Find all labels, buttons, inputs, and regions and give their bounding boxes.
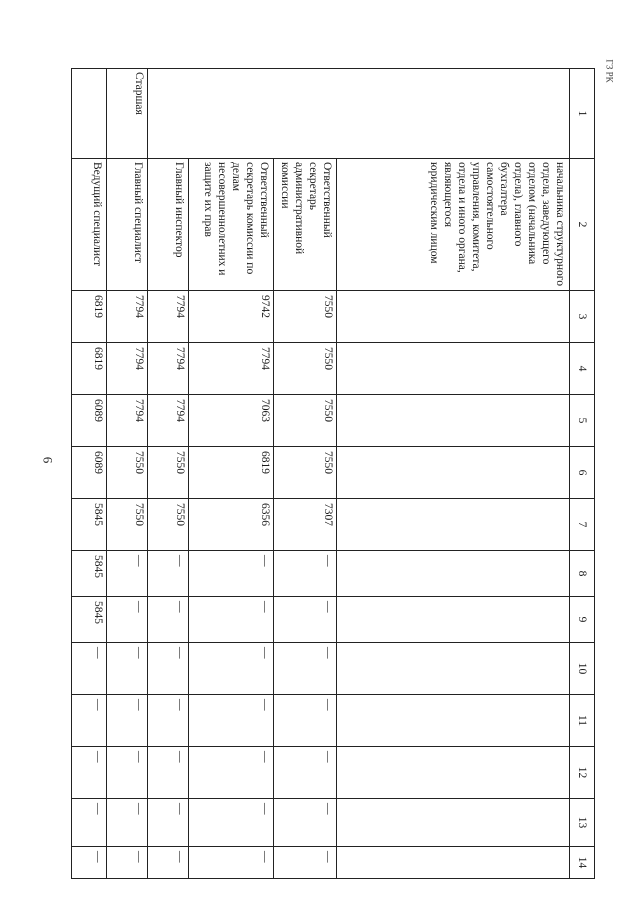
table-row: [148, 69, 189, 879]
value-cell: —: [274, 847, 337, 879]
column-header-11: 11: [570, 695, 595, 747]
value-cell: —: [274, 747, 337, 799]
value-cell: 6819: [72, 291, 107, 343]
group-cell: [189, 69, 274, 159]
value-cell: —: [107, 643, 148, 695]
column-header-8: 8: [570, 551, 595, 597]
column-header-12: 12: [570, 747, 595, 799]
value-cell: —: [148, 747, 189, 799]
value-cell: 7550: [107, 499, 148, 551]
value-cell: 6819: [189, 447, 274, 499]
group-cell: [274, 69, 337, 159]
value-cell: —: [274, 695, 337, 747]
position-cell: Ответственный секретарь комиссии по делам несовершеннолетних и защите их прав: [189, 159, 274, 291]
value-cell: —: [148, 597, 189, 643]
value-cell: [337, 799, 570, 847]
page-number: 6: [40, 456, 56, 464]
value-cell: [337, 695, 570, 747]
value-cell: 9742: [189, 291, 274, 343]
column-header-10: 10: [570, 643, 595, 695]
column-header-7: 7: [570, 499, 595, 551]
column-header-1: 1: [570, 69, 595, 159]
value-cell: 7550: [148, 447, 189, 499]
value-cell: [337, 343, 570, 395]
position-cell: начальника структурного отдела, заведующего отделом (начальника отдела), главного бухгалтера самостоятельного управления, комитета, отдела и иного органа, являющегося юридическим лицом: [337, 159, 570, 291]
column-header-3: 3: [570, 291, 595, 343]
value-cell: 7794: [148, 395, 189, 447]
value-cell: —: [189, 643, 274, 695]
position-cell: Ответственный секретарь административной комиссии: [274, 159, 337, 291]
column-header-4: 4: [570, 343, 595, 395]
column-header-2: 2: [570, 159, 595, 291]
value-cell: —: [107, 695, 148, 747]
value-cell: [337, 499, 570, 551]
rotated-table-container: [91, 68, 595, 878]
value-cell: 6819: [72, 343, 107, 395]
value-cell: 7063: [189, 395, 274, 447]
salary-table: [71, 68, 595, 879]
value-cell: [337, 643, 570, 695]
value-cell: —: [72, 847, 107, 879]
value-cell: —: [148, 847, 189, 879]
value-cell: 6356: [189, 499, 274, 551]
value-cell: —: [189, 695, 274, 747]
table-row: [72, 69, 107, 879]
group-cell: [72, 69, 107, 159]
value-cell: 7794: [107, 395, 148, 447]
value-cell: —: [274, 799, 337, 847]
value-cell: —: [189, 747, 274, 799]
value-cell: 7550: [274, 395, 337, 447]
value-cell: —: [107, 747, 148, 799]
group-cell: [337, 69, 570, 159]
value-cell: 5845: [72, 499, 107, 551]
value-cell: —: [148, 799, 189, 847]
table-row: [274, 69, 337, 879]
value-cell: —: [189, 847, 274, 879]
value-cell: —: [189, 551, 274, 597]
value-cell: —: [107, 551, 148, 597]
value-cell: 7550: [148, 499, 189, 551]
value-cell: —: [274, 643, 337, 695]
value-cell: 7794: [107, 343, 148, 395]
value-cell: —: [189, 799, 274, 847]
position-cell: Главный инспектор: [148, 159, 189, 291]
table-row: [107, 69, 148, 879]
value-cell: —: [107, 597, 148, 643]
value-cell: 7794: [148, 343, 189, 395]
value-cell: —: [72, 695, 107, 747]
value-cell: 7550: [274, 447, 337, 499]
position-cell: Главный специалист: [107, 159, 148, 291]
value-cell: [337, 291, 570, 343]
value-cell: 7794: [148, 291, 189, 343]
value-cell: 7550: [107, 447, 148, 499]
value-cell: 7794: [107, 291, 148, 343]
value-cell: [337, 395, 570, 447]
position-cell: Ведущий специалист: [72, 159, 107, 291]
value-cell: —: [72, 747, 107, 799]
value-cell: 7794: [189, 343, 274, 395]
column-header-6: 6: [570, 447, 595, 499]
value-cell: —: [107, 799, 148, 847]
value-cell: —: [148, 551, 189, 597]
value-cell: [337, 847, 570, 879]
value-cell: —: [148, 695, 189, 747]
value-cell: —: [72, 643, 107, 695]
value-cell: —: [274, 597, 337, 643]
value-cell: 7550: [274, 343, 337, 395]
value-cell: [337, 447, 570, 499]
value-cell: 6089: [72, 447, 107, 499]
value-cell: 5845: [72, 551, 107, 597]
column-header-14: 14: [570, 847, 595, 879]
value-cell: —: [72, 799, 107, 847]
value-cell: —: [189, 597, 274, 643]
value-cell: [337, 597, 570, 643]
side-mark: ГЗ РК: [604, 59, 615, 83]
value-cell: —: [107, 847, 148, 879]
value-cell: —: [274, 551, 337, 597]
column-header-5: 5: [570, 395, 595, 447]
table-row: [337, 69, 570, 879]
value-cell: [337, 551, 570, 597]
column-header-13: 13: [570, 799, 595, 847]
value-cell: 5845: [72, 597, 107, 643]
group-cell: [148, 69, 189, 159]
value-cell: 7550: [274, 291, 337, 343]
value-cell: [337, 747, 570, 799]
table-row: [189, 69, 274, 879]
header-row: [570, 69, 595, 879]
value-cell: —: [148, 643, 189, 695]
group-cell: Старшая: [107, 69, 148, 159]
value-cell: 6089: [72, 395, 107, 447]
column-header-9: 9: [570, 597, 595, 643]
value-cell: 7307: [274, 499, 337, 551]
